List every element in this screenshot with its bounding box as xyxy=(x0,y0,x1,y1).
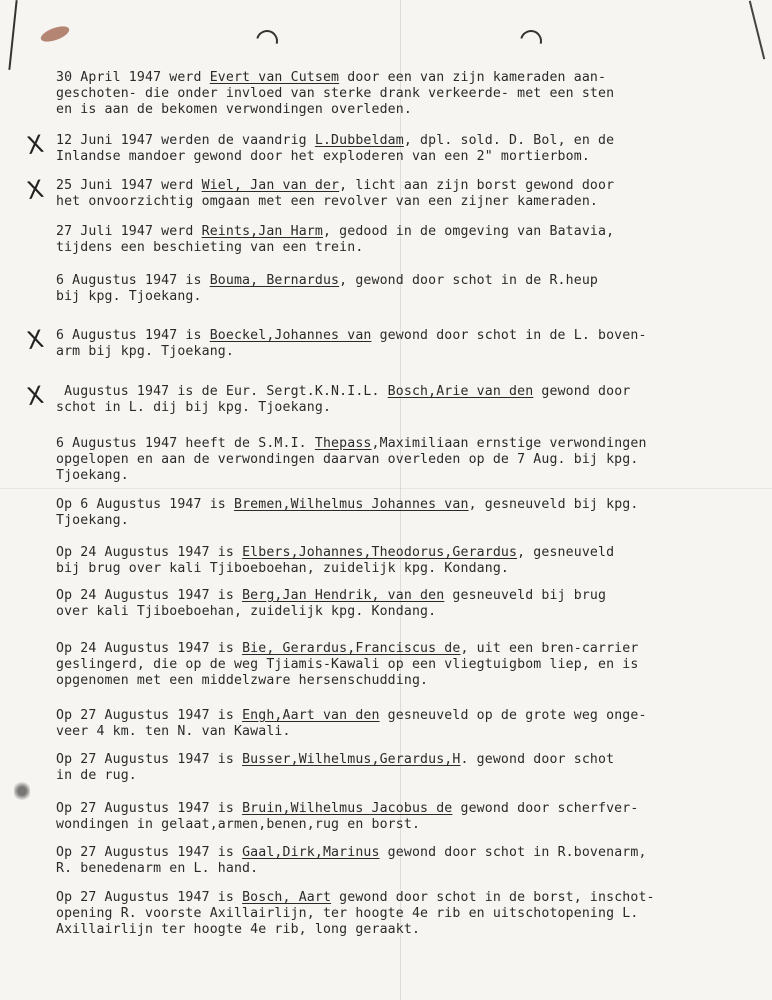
log-entry xyxy=(56,328,746,360)
entry-text: 6 Augustus 1947 heeft de S.M.I. xyxy=(56,436,315,451)
entry-continuation-line: opgelopen en aan de verwondingen daarvan overleden op de 7 Aug. bij kpg. xyxy=(56,452,639,467)
entry-first-line xyxy=(56,70,746,86)
punch-hole-left xyxy=(252,26,282,56)
entry-text: Op 24 Augustus 1947 is xyxy=(56,588,243,603)
log-entry xyxy=(56,801,746,833)
entry-first-line xyxy=(56,890,746,906)
page-edge-mark-left xyxy=(8,0,17,70)
entry-text: , uit een bren-carrier xyxy=(460,641,639,656)
entry-text: . gewond door schot xyxy=(460,752,615,767)
person-name: Bremen,Wilhelmus Johannes van xyxy=(233,497,469,512)
person-name: Elbers,Johannes,Theodorus,Gerardus xyxy=(242,545,518,560)
log-entry xyxy=(56,890,746,938)
entry-text: 25 Juni 1947 werd xyxy=(56,178,202,193)
ink-speck xyxy=(14,780,30,802)
log-entry xyxy=(56,70,746,118)
entry-text: , gedood in de omgeving van Batavia, xyxy=(322,224,615,239)
person-name: L.Dubbeldam xyxy=(314,133,404,148)
entry-text: , dpl. sold. D. Bol, en de xyxy=(403,133,615,148)
person-name: Berg,Jan Hendrik, van den xyxy=(242,588,445,603)
entry-text: gesneuveld op de grote weg onge- xyxy=(379,708,647,723)
entry-continuation-line: tijdens een beschieting van een trein. xyxy=(56,240,364,255)
entry-first-line xyxy=(56,497,746,513)
page-edge-mark-right xyxy=(749,1,765,60)
entry-text: 12 Juni 1947 werden de vaandrig xyxy=(56,133,315,148)
fold-line-horizontal xyxy=(0,488,772,489)
entry-text: Op 27 Augustus 1947 is xyxy=(56,708,243,723)
entry-text: Op 27 Augustus 1947 is xyxy=(56,845,243,860)
entry-continuation-line: arm bij kpg. Tjoekang. xyxy=(56,344,234,359)
entry-first-line xyxy=(56,708,746,724)
ink-stain xyxy=(39,23,71,45)
entry-continuation-line: geslingerd, die op de weg Tjiamis-Kawali op een vliegtuigbom liep, en is xyxy=(56,657,639,672)
entry-first-line xyxy=(56,801,746,817)
log-entry xyxy=(56,641,746,689)
entry-text: 27 Juli 1947 werd xyxy=(56,224,202,239)
entry-first-line xyxy=(56,224,746,240)
entry-continuation-line: opening R. voorste Axillairlijn, ter hoogte 4e rib en uitschotopening L. xyxy=(56,906,639,921)
person-name: Bosch, Aart xyxy=(242,890,332,905)
log-entry xyxy=(56,708,746,740)
entry-text: , gesneuveld bij kpg. xyxy=(468,497,639,512)
log-entry xyxy=(56,273,746,305)
entry-continuation-line: Inlandse mandoer gewond door het exploderen van een 2" mortierbom. xyxy=(56,149,590,164)
entry-continuation-line: over kali Tjiboeboehan, zuidelijk kpg. Kondang. xyxy=(56,604,437,619)
entry-first-line xyxy=(56,328,746,344)
log-entry xyxy=(56,384,746,416)
person-name: Reints,Jan Harm xyxy=(201,224,323,239)
entry-continuation-line: wondingen in gelaat,armen,benen,rug en borst. xyxy=(56,817,421,832)
log-entry xyxy=(56,752,746,784)
entry-continuation-line: geschoten- die onder invloed van sterke drank verkeerde- met een sten xyxy=(56,86,615,101)
log-entry xyxy=(56,178,746,210)
entry-continuation-line: R. benedenarm en L. hand. xyxy=(56,861,259,876)
entry-text: gewond door scherfver- xyxy=(452,801,639,816)
entry-continuation-line: bij brug over kali Tjiboeboehan, zuidelijk kpg. Kondang. xyxy=(56,561,510,576)
entry-text: ,Maximiliaan ernstige verwondingen xyxy=(371,436,647,451)
entry-text: 30 April 1947 werd xyxy=(56,70,210,85)
entry-text: , licht aan zijn borst gewond door xyxy=(339,178,615,193)
entry-text: Op 6 Augustus 1947 is xyxy=(56,497,234,512)
person-name: Bosch,Arie van den xyxy=(387,384,534,399)
entry-text: Augustus 1947 is de Eur. Sergt.K.N.I.L. xyxy=(56,384,388,399)
person-name: Thepass xyxy=(314,436,372,451)
person-name: Wiel, Jan van der xyxy=(201,178,340,193)
entry-text: Op 27 Augustus 1947 is xyxy=(56,890,243,905)
person-name: Engh,Aart van den xyxy=(242,708,380,723)
entry-text: Op 24 Augustus 1947 is xyxy=(56,545,243,560)
person-name: Evert van Cutsem xyxy=(209,70,340,85)
entry-first-line xyxy=(56,178,746,194)
entry-first-line xyxy=(56,273,746,289)
log-entry xyxy=(56,545,746,577)
entry-text: gewond door xyxy=(533,384,631,399)
entry-first-line xyxy=(56,436,746,452)
log-entry xyxy=(56,436,746,484)
entry-first-line xyxy=(56,545,746,561)
entry-first-line xyxy=(56,845,746,861)
handwritten-x-mark: X xyxy=(24,174,46,206)
log-entry xyxy=(56,133,746,165)
entry-first-line xyxy=(56,133,746,149)
entry-text: 6 Augustus 1947 is xyxy=(56,328,210,343)
entry-text: , gesneuveld xyxy=(517,545,615,560)
log-entry xyxy=(56,845,746,877)
entry-text: gewond door schot in de borst, inschot- xyxy=(331,890,655,905)
entry-continuation-line: opgenomen met een middelzware hersenschudding. xyxy=(56,673,429,688)
log-entry xyxy=(56,224,746,256)
entry-first-line xyxy=(56,641,746,657)
entry-continuation-line: en is aan de bekomen verwondingen overleden. xyxy=(56,102,412,117)
punch-hole-right xyxy=(516,26,546,56)
handwritten-x-mark: X xyxy=(24,324,46,356)
entry-first-line xyxy=(56,588,746,604)
entry-text: door een van zijn kameraden aan- xyxy=(339,70,607,85)
entry-first-line xyxy=(56,752,746,768)
person-name: Boeckel,Johannes van xyxy=(209,328,372,343)
entry-continuation-line: Tjoekang. xyxy=(56,468,129,483)
entry-text: gewond door schot in de L. boven- xyxy=(371,328,647,343)
entry-continuation-line: veer 4 km. ten N. van Kawali. xyxy=(56,724,291,739)
entry-text: Op 24 Augustus 1947 is xyxy=(56,641,243,656)
entry-continuation-line: bij kpg. Tjoekang. xyxy=(56,289,202,304)
person-name: Bouma, Bernardus xyxy=(209,273,340,288)
entry-continuation-line: schot in L. dij bij kpg. Tjoekang. xyxy=(56,400,332,415)
entry-continuation-line: Axillairlijn ter hoogte 4e rib, long geraakt. xyxy=(56,922,421,937)
person-name: Bie, Gerardus,Franciscus de xyxy=(242,641,461,656)
person-name: Gaal,Dirk,Marinus xyxy=(242,845,380,860)
entry-text: Op 27 Augustus 1947 is xyxy=(56,752,243,767)
handwritten-x-mark: X xyxy=(24,129,46,161)
entry-first-line xyxy=(56,384,746,400)
log-entry xyxy=(56,588,746,620)
log-entry xyxy=(56,497,746,529)
entry-continuation-line: Tjoekang. xyxy=(56,513,129,528)
entry-text: , gewond door schot in de R.heup xyxy=(339,273,599,288)
handwritten-x-mark: X xyxy=(24,380,46,412)
entry-text: 6 Augustus 1947 is xyxy=(56,273,210,288)
entry-text: Op 27 Augustus 1947 is xyxy=(56,801,243,816)
person-name: Bruin,Wilhelmus Jacobus de xyxy=(242,801,453,816)
person-name: Busser,Wilhelmus,Gerardus,H xyxy=(242,752,461,767)
entry-text: gewond door schot in R.bovenarm, xyxy=(379,845,647,860)
entry-continuation-line: het onvoorzichtig omgaan met een revolver van een zijner kameraden. xyxy=(56,194,598,209)
entry-continuation-line: in de rug. xyxy=(56,768,137,783)
entry-text: gesneuveld bij brug xyxy=(444,588,607,603)
